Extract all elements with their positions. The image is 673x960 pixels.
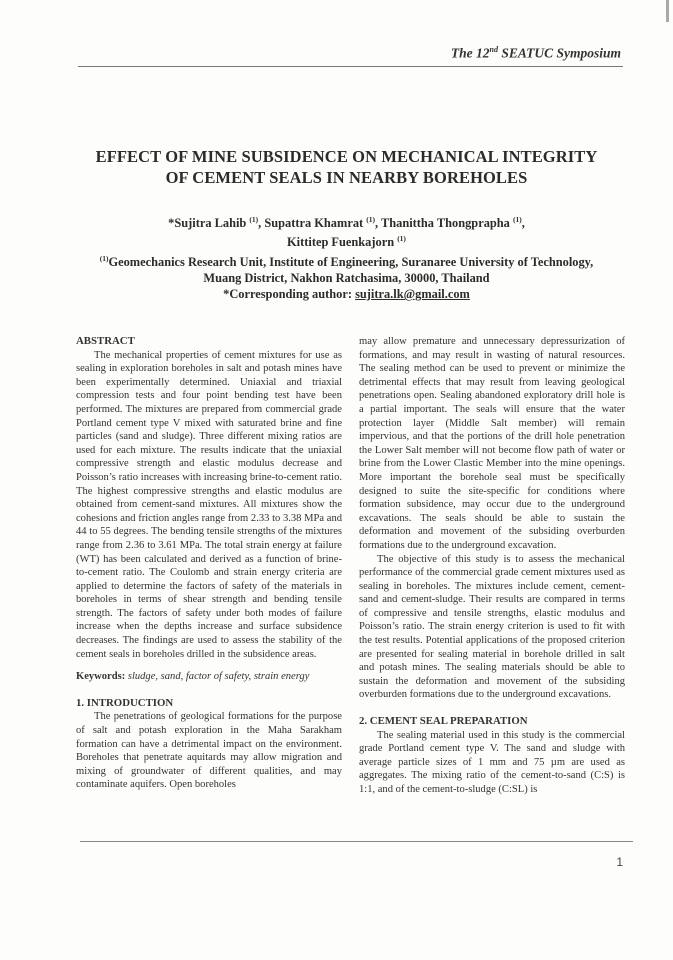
introduction-text-right: may allow premature and unnecessary depressurization of formations, and may result in wasting of natural resources. The sealing method can be used to prevent or minimize the detrimental effects that may result from leaving geological penetrations open. Sealing abandoned exploratory drill hole is a partial important. The seals will ensure that the water protection layer (Middle Salt member) will remain impervious, and that the portions of the drill hole penetration the Lower Salt member will not become flow path of water or brine from the Lower Clastic Member into the mine openings. More important the borehole seal must be specifically designed to suite the site-specific for conditions where formation subsidence, may occur due to the underground excavations. The seals should be able to sustain the deformation and movement of the subsiding overburden formations due to the underground excavation. bbox=[359, 336, 625, 551]
paper-title bbox=[60, 146, 633, 188]
section2-text: The sealing material used in this study is the commercial grade Portland cement type V. The sand and sludge with average particle sizes of 1 mm and 75 µm are used as aggregates. The mixing ratio of the cement-to-sand (C:S) is 1:1, and of the cement-to-sludge (C:SL) is bbox=[359, 729, 625, 795]
scan-edge-mark bbox=[666, 0, 669, 22]
abstract-heading: ABSTRACT bbox=[76, 335, 135, 347]
running-header: The 12nd SEATUC Symposium bbox=[450, 45, 621, 61]
introduction-heading: 1. INTRODUCTION bbox=[76, 696, 174, 709]
section2-heading: 2. CEMENT SEAL PREPARATION bbox=[359, 715, 528, 728]
introduction-text-left: The penetrations of geological formations for the purpose of salt and potash exploration in the Maha Sarakham formation can have a detrimental impact on the environment. Boreholes that penetrate aquitards may allow migration and mixing of groundwater of different qualities, and may contaminate aquifers. Open boreholes bbox=[76, 711, 342, 791]
right-column bbox=[359, 335, 625, 797]
left-column bbox=[76, 335, 342, 792]
author-line-2: Kittitep Fuenkajorn $^{(1)}$ bbox=[287, 234, 406, 250]
introduction-objective: The objective of this study is to assess the mechanical performance of the commercial grade cement mixtures used as sealing in boreholes. The mixtures include cement, cement-sand and cement-sludge. Their results are compared in terms of compressive and tensile strengths, elastic modulus and Poisson’s ratio. The strain energy criterion is used to fit with the test results. Potential applications of the proposed criterion are presented for sealing material in borehole drilled in salt and potash mines. The sealing materials should be able to sustain the deformation and movement of the subsiding overburden formations due to the underground excavations. bbox=[359, 553, 625, 701]
page-number: 1 bbox=[616, 855, 623, 869]
corresponding-author: *Corresponding author: sujitra.lk@gmail.com bbox=[223, 287, 470, 302]
abstract-text: The mechanical properties of cement mixtures for use as sealing in exploration boreholes in salt and potash mines have been experimentally determined. Uniaxial and triaxial compression tests and four point bending test have been performed. The mixtures are prepared from commercial grade Portland cement type V mixed with saturated brine and fine particles (sand and sludge). Three different mixing ratios are used for each mixture. The results indicate that the uniaxial compressive strength and elastic modulus decrease and Poisson’s ratio increases with increasing brine-to-cement ratio. The highest compressive strengths and elastic modulus are obtained from cement-sand mixtures. All mixtures show the cohesions and friction angles range from 2.33 to 3.38 MPa and 44 to 55 degrees. The bending tensile strengths of the mixtures range from 2.36 to 3.61 MPa. The total strain energy at failure (WT) has been calculated and derived as a function of brine-to-cement ratio. The Coulomb and strain energy criteria are applied to determine the factors of safety of the materials in boreholes in terms of shear strength and bending tensile strength. The factors of safety under both modes of failure increase when the depths increase and surface subsidence decreases. The findings are used to assess the stability of the cement seals in boreholes drilled in the subsidence areas. bbox=[76, 349, 342, 660]
author-email-link[interactable]: sujitra.lk@gmail.com bbox=[355, 287, 470, 302]
title-line-1: EFFECT OF MINE SUBSIDENCE ON MECHANICAL INTEGRITY bbox=[95, 147, 598, 166]
header-rule bbox=[78, 66, 623, 67]
author-line-1: *Sujitra Lahib $^{(1)}$, Supattra Khamrat $^{(1)}$, Thanittha Thongprapha $^{(1)}$, bbox=[168, 215, 525, 231]
footer-rule bbox=[80, 841, 633, 842]
affiliation-line-1: $^{(1)}$Geomechanics Research Unit, Institute of Engineering, Suranaree University of Technology, bbox=[99, 253, 594, 269]
title-line-2: OF CEMENT SEALS IN NEARBY BOREHOLES bbox=[165, 168, 528, 187]
affiliation-line-2: Muang District, Nakhon Ratchasima, 30000, Thailand bbox=[203, 270, 490, 285]
author-block bbox=[60, 212, 633, 302]
keywords: Keywords: sludge, sand, factor of safety, strain energy bbox=[76, 671, 310, 683]
